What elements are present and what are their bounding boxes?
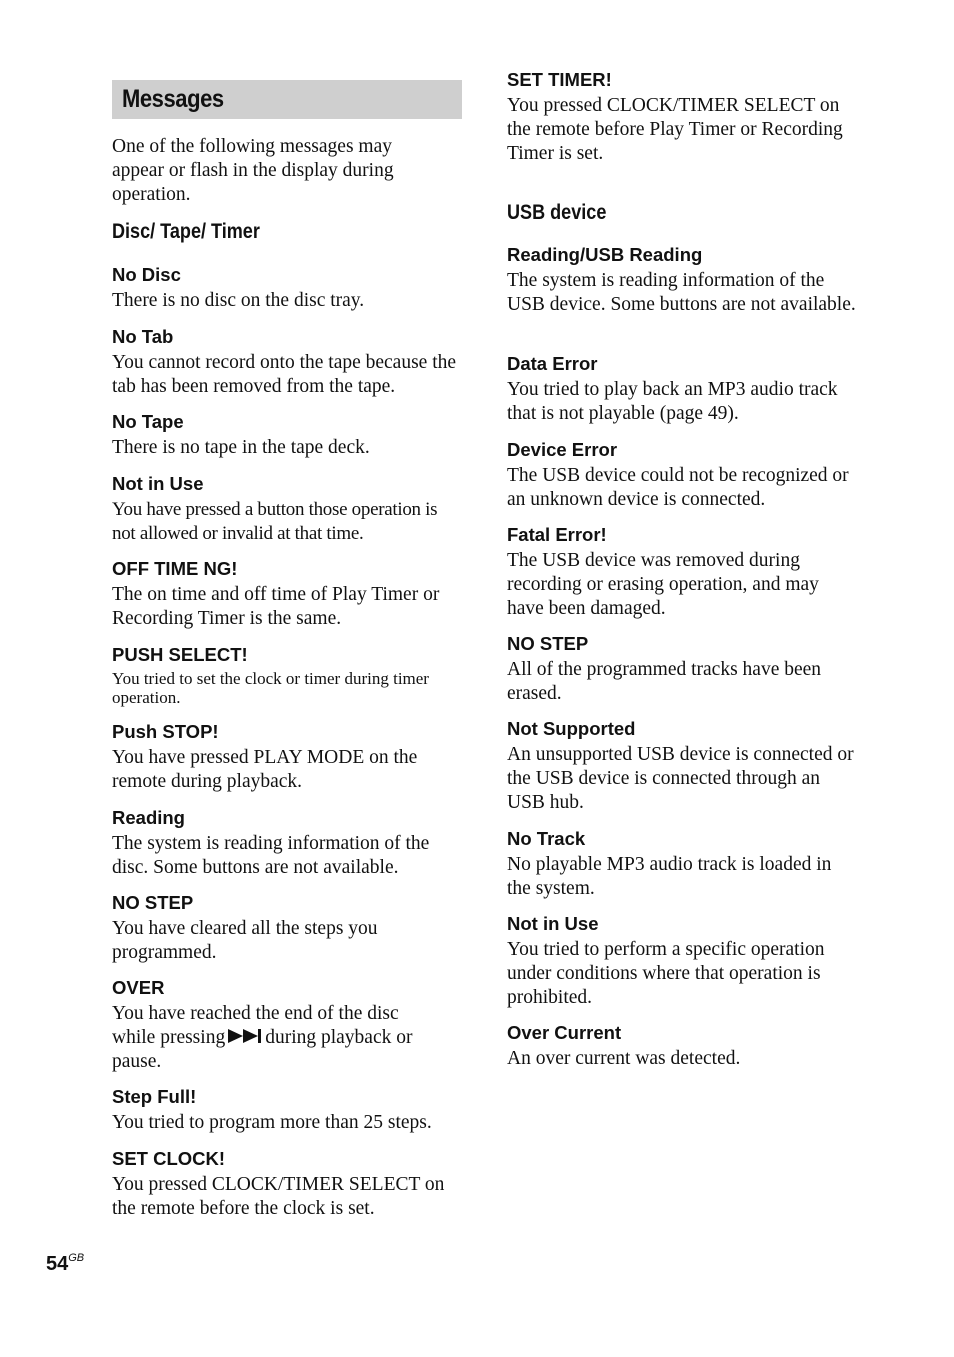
entry-desc: You pressed CLOCK/TIMER SELECT on the remote before Play Timer or Recording Timer is set. <box>507 95 843 164</box>
entry-desc: You have cleared all the steps you programmed. <box>112 918 378 963</box>
subhead-usb-device: USB device <box>507 201 607 224</box>
entry-term: NO STEP <box>112 892 194 913</box>
entry-reading <box>112 807 464 880</box>
entry-set-timer <box>507 69 859 166</box>
entry-over-current <box>507 1022 859 1071</box>
entry-desc: An unsupported USB device is connected or the USB device is connected through an USB hub. <box>507 744 854 813</box>
entry-desc: You tried to play back an MP3 audio track that is not playable (page 49). <box>507 379 838 424</box>
section-title: Messages <box>122 85 224 113</box>
entry-term: Fatal Error! <box>507 524 607 545</box>
entry-desc-after: during playback or pause. <box>112 1027 413 1072</box>
entry-desc: The USB device could not be recognized or an unknown device is connected. <box>507 465 849 510</box>
entry-over <box>112 977 464 1074</box>
entry-desc: The system is reading information of the disc. Some buttons are not available. <box>112 833 430 878</box>
entry-data-error <box>507 353 859 426</box>
entry-desc: The USB device was removed during recording or erasing operation, and may have been damaged. <box>507 550 819 619</box>
entry-no-step <box>112 892 464 965</box>
entry-desc: You pressed CLOCK/TIMER SELECT on the remote before the clock is set. <box>112 1174 445 1219</box>
entry-desc: All of the programmed tracks have been erased. <box>507 659 822 704</box>
entry-term: Device Error <box>507 439 618 460</box>
page-number-suffix: GB <box>68 1252 85 1264</box>
entry-term: Push STOP! <box>112 721 219 742</box>
entry-desc: You tried to perform a specific operation under conditions where that operation is prohibited. <box>507 939 825 1008</box>
entry-no-tab <box>112 326 464 399</box>
entry-term: OFF TIME NG! <box>112 558 238 579</box>
entry-set-clock <box>112 1148 464 1221</box>
entry-usb-no-step <box>507 633 859 706</box>
entry-desc: There is no disc on the disc tray. <box>112 290 365 311</box>
entry-term: Not Supported <box>507 718 636 739</box>
intro-text: One of the following messages may appear or flash in the display during operation. <box>112 136 394 205</box>
entry-term: Not in Use <box>507 913 599 934</box>
entry-desc: The system is reading information of the USB device. Some buttons are not available. <box>507 270 856 315</box>
entry-desc: You have pressed a button those operation is not allowed or invalid at that time. <box>112 499 438 544</box>
entry-term: Step Full! <box>112 1086 197 1107</box>
entry-no-track <box>507 828 859 901</box>
entry-push-select <box>112 644 464 707</box>
entry-desc: You tried to program more than 25 steps. <box>112 1112 432 1133</box>
entry-desc: There is no tape in the tape deck. <box>112 437 370 458</box>
page-number-value: 54 <box>46 1253 69 1275</box>
entry-term: Data Error <box>507 353 598 374</box>
entry-desc: No playable MP3 audio track is loaded in the system. <box>507 854 832 899</box>
entry-device-error <box>507 439 859 512</box>
entry-desc: An over current was detected. <box>507 1048 741 1069</box>
entry-term: Not in Use <box>112 473 204 494</box>
fast-forward-icon <box>228 1028 262 1044</box>
entry-term: Over Current <box>507 1022 622 1043</box>
entry-desc <box>112 1002 442 1074</box>
section-title-banner <box>112 80 462 119</box>
entry-no-tape <box>112 411 464 460</box>
entry-desc: You have pressed PLAY MODE on the remote during playback. <box>112 747 418 792</box>
entry-term: Reading <box>112 807 185 828</box>
entry-term: SET TIMER! <box>507 69 612 90</box>
entry-no-disc <box>112 264 464 313</box>
entry-off-time-ng <box>112 558 464 631</box>
entry-term: PUSH SELECT! <box>112 644 248 665</box>
entry-term: SET CLOCK! <box>112 1148 226 1169</box>
entry-term: No Disc <box>112 264 181 285</box>
entry-term: NO STEP <box>507 633 589 654</box>
subhead-disc-tape-timer: Disc/ Tape/ Timer <box>112 220 260 243</box>
entry-desc: You cannot record onto the tape because the tab has been removed from the tape. <box>112 352 457 397</box>
entry-desc-before: You have reached the end of the disc while pressing <box>112 1003 399 1048</box>
entry-fatal-error <box>507 524 859 621</box>
entry-term: OVER <box>112 977 165 998</box>
entry-step-full <box>112 1086 464 1135</box>
entry-usb-reading <box>507 244 859 317</box>
entry-not-in-use <box>112 473 464 546</box>
entry-term: No Tab <box>112 326 174 347</box>
entry-term: No Tape <box>112 411 184 432</box>
entry-desc: The on time and off time of Play Timer or Recording Timer is the same. <box>112 584 440 629</box>
page-number <box>46 1252 84 1276</box>
entry-push-stop <box>112 721 464 794</box>
entry-term: Reading/USB Reading <box>507 244 703 265</box>
entry-usb-not-in-use <box>507 913 859 1010</box>
entry-term: No Track <box>507 828 586 849</box>
entry-not-supported <box>507 718 859 815</box>
entry-desc: You tried to set the clock or timer during timer operation. <box>112 669 429 707</box>
